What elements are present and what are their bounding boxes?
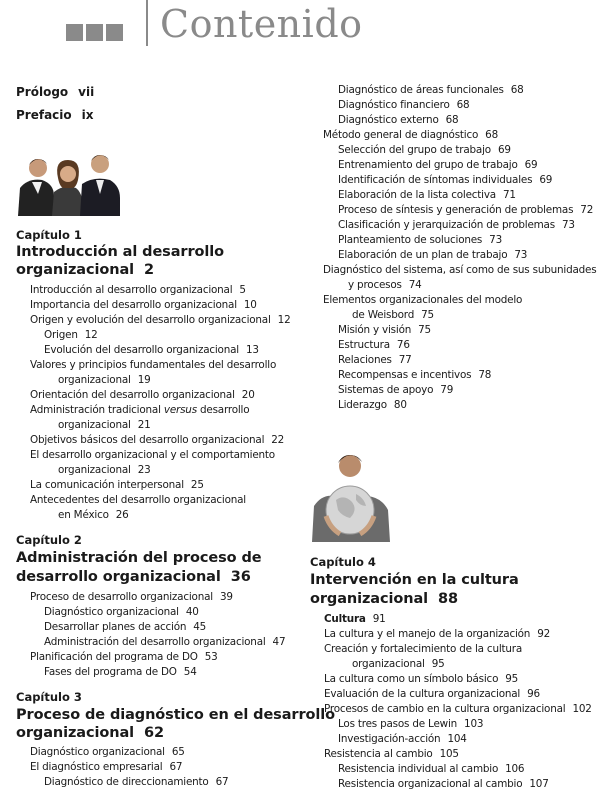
toc-entry: organizacional 23 [58,464,151,476]
toc-entry: La cultura como un símbolo básico 95 [324,673,519,685]
toc-entry: Clasificación y jerarquización de problemas 73 [338,219,575,231]
business-team-photo [14,148,122,216]
toc-entry: La comunicación interpersonal 25 [30,479,204,491]
toc-entry: Identificación de síntomas individuales 69 [338,174,553,186]
toc-entry: Estructura 76 [338,339,410,351]
toc-entry: La cultura y el manejo de la organización 92 [324,628,551,640]
toc-entry: y procesos 74 [348,279,422,291]
chapter-4-title: Intervención en la cultura [310,572,519,588]
chapter-4-title-cont: organizacional 88 [310,591,458,607]
toc-entry: Resistencia individual al cambio 106 [338,763,525,775]
toc-entry: Importancia del desarrollo organizacional 10 [30,299,257,311]
toc-entry: Proceso de síntesis y generación de problemas 72 [338,204,594,216]
toc-entry: organizacional 19 [58,374,151,386]
toc-entry: Diagnóstico organizacional 65 [30,746,185,758]
toc-entry: Diagnóstico de áreas funcionales 68 [338,84,524,96]
toc-entry: Liderazgo 80 [338,399,407,411]
page-title: Contenido [160,2,363,46]
toc-entry: Resistencia al cambio 105 [324,748,459,760]
toc-entry: Origen 12 [44,329,98,341]
toc-entry: Creación y fortalecimiento de la cultura [324,643,523,655]
chapter-2-title-cont: desarrollo organizacional 36 [16,569,251,585]
toc-entry: Elaboración de la lista colectiva 71 [338,189,516,201]
toc-entry: de Weisbord 75 [352,309,434,321]
chapter-4-label: Capítulo 4 [310,555,376,569]
chapter-3-label: Capítulo 3 [16,690,82,704]
toc-entry: Valores y principios fundamentales del desarrollo [30,359,277,371]
toc-entry: Sistemas de apoyo 79 [338,384,454,396]
toc-entry: Proceso de desarrollo organizacional 39 [30,591,233,603]
toc-entry: organizacional 95 [352,658,445,670]
toc-entry: Diagnóstico financiero 68 [338,99,470,111]
toc-entry-preface: Prefacio ix [16,108,94,122]
toc-entry: El diagnóstico empresarial 67 [30,761,183,773]
toc-entry: Diagnóstico organizacional 40 [44,606,199,618]
toc-entry: Planteamiento de soluciones 73 [338,234,502,246]
toc-entry: Procesos de cambio en la cultura organizacional 102 [324,703,592,715]
toc-entry: El desarrollo organizacional y el comportamiento [30,449,275,461]
toc-entry: Objetivos básicos del desarrollo organizacional 22 [30,434,285,446]
toc-entry: Misión y visión 75 [338,324,431,336]
toc-entry: Planificación del programa de DO 53 [30,651,218,663]
toc-entry: Administración del desarrollo organizacional 47 [44,636,286,648]
toc-entry: Relaciones 77 [338,354,412,366]
man-with-globe-photo [312,444,390,542]
toc-entry: Los tres pasos de Lewin 103 [338,718,484,730]
chapter-2-label: Capítulo 2 [16,533,82,547]
toc-entry: Elementos organizacionales del modelo [323,294,523,306]
toc-entry: Resistencia organizacional al cambio 107 [338,778,549,790]
toc-entry: Investigación-acción 104 [338,733,467,745]
toc-entry: Desarrollar planes de acción 45 [44,621,207,633]
toc-entry: Antecedentes del desarrollo organizacional [30,494,246,506]
chapter-1-label: Capítulo 1 [16,228,82,242]
toc-entry: Introducción al desarrollo organizacional 5 [30,284,246,296]
chapter-2-title: Administración del proceso de [16,550,262,566]
toc-entry: Método general de diagnóstico 68 [323,129,498,141]
toc-entry: en México 26 [58,509,129,521]
toc-entry: Recompensas e incentivos 78 [338,369,492,381]
toc-entry: Diagnóstico de direccionamiento 67 [44,776,229,788]
toc-entry: Orientación del desarrollo organizacional 20 [30,389,255,401]
toc-entry-prologue: Prólogo vii [16,85,95,99]
toc-entry: organizacional 21 [58,419,151,431]
toc-entry: Entrenamiento del grupo de trabajo 69 [338,159,538,171]
toc-entry: Administración tradicional versus desarrollo [30,404,250,416]
header-divider [146,0,148,46]
toc-entry: Diagnóstico externo 68 [338,114,459,126]
chapter-3-title-cont: organizacional 62 [16,725,164,741]
toc-entry: Evaluación de la cultura organizacional 96 [324,688,540,700]
toc-entry: Fases del programa de DO 54 [44,666,197,678]
toc-entry: Diagnóstico del sistema, así como de sus subunidades [323,264,597,276]
chapter-3-title: Proceso de diagnóstico en el desarrollo [16,707,335,723]
chapter-1-title-cont: organizacional 2 [16,262,154,278]
toc-entry: Elaboración de un plan de trabajo 73 [338,249,528,261]
toc-entry: Selección del grupo de trabajo 69 [338,144,511,156]
toc-entry: Cultura 91 [324,613,386,625]
toc-entry: Evolución del desarrollo organizacional 13 [44,344,259,356]
toc-entry: Origen y evolución del desarrollo organizacional 12 [30,314,291,326]
chapter-1-title: Introducción al desarrollo [16,244,224,260]
